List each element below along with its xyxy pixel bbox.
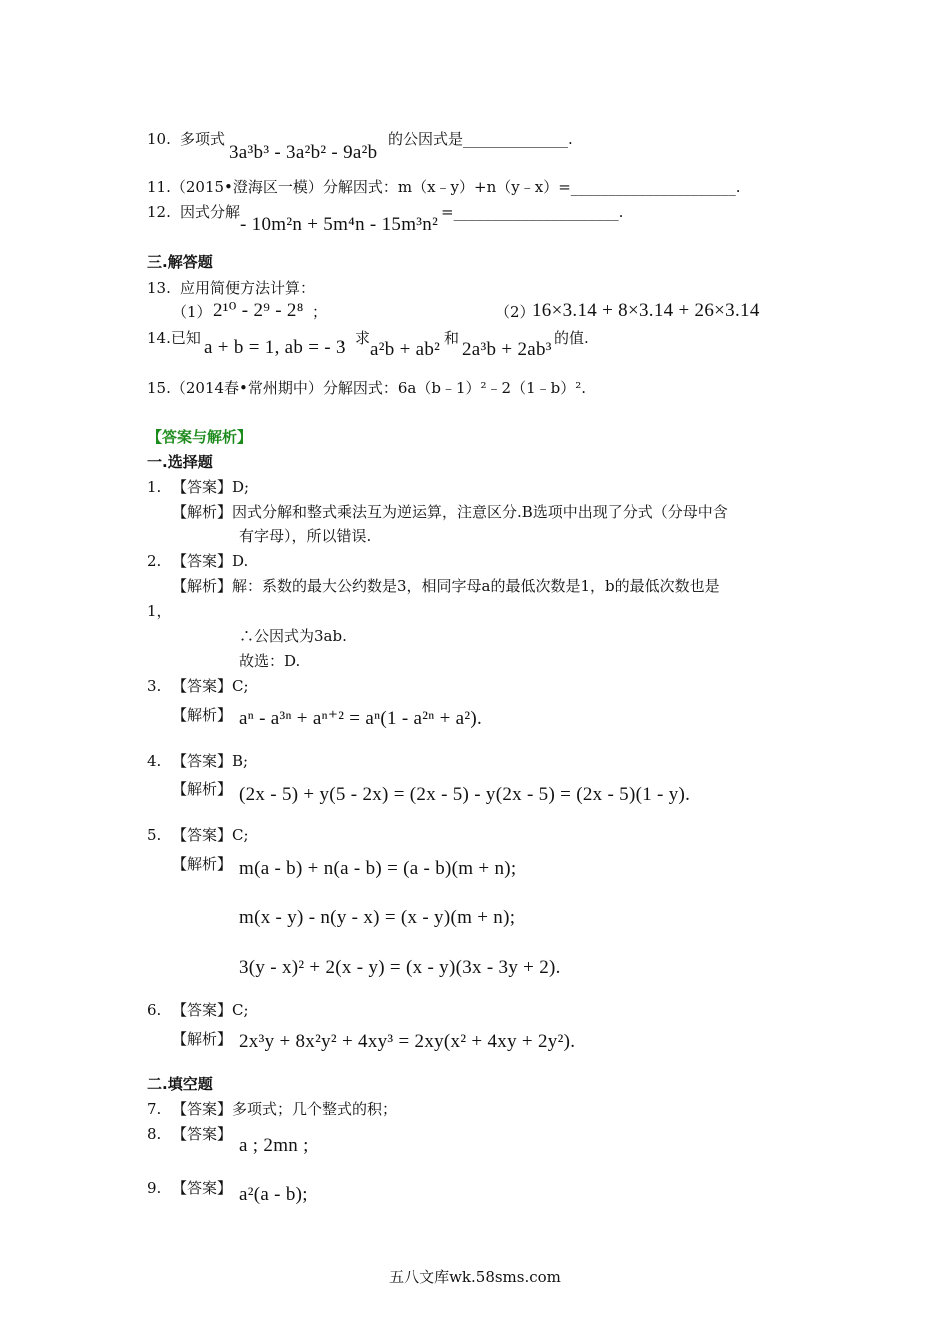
q10-label: 多项式 [180,130,226,148]
q13-label: 应用简便方法计算： [180,279,316,297]
a1-explanation-line1: 【解析】因式分解和整式乘法互为逆运算，注意区分.B选项中出现了分式（分母中含 [172,503,728,521]
a6-number: 6. [147,1001,162,1019]
a8-answer: 【答案】 [172,1125,233,1143]
q14-given: a + b = 1, ab = - 3 [204,337,346,358]
q13-part2-expression: 16×3.14 + 8×3.14 + 26×3.14 [532,300,760,321]
q14-and: 和 [444,329,460,347]
a7-number: 7. [147,1100,162,1118]
a5-expression-1: m(a - b) + n(a - b) = (a - b)(m + n); [239,858,517,879]
q13-part1-tail: ； [312,303,328,321]
a1-answer: 【答案】D; [172,478,250,496]
a2-explanation-line1: 【解析】解：系数的最大公约数是3，相同字母a的最低次数是1，b的最低次数也是 [172,577,720,595]
a9-expression: a²(a - b); [239,1184,308,1205]
a3-number: 3. [147,677,162,695]
a4-answer: 【答案】B; [172,752,249,770]
a4-number: 4. [147,752,162,770]
q11-text: 11.（2015•澄海区一模）分解因式：m（x﹣y）+n（y﹣x）=______________________. [147,178,741,196]
q12-tail: =______________________. [441,203,624,221]
a5-explanation-label: 【解析】 [172,855,233,873]
a6-explanation-label: 【解析】 [172,1030,233,1048]
q10-expression: 3a³b³ - 3a²b² - 9a²b [229,142,378,163]
q14-expression-2: 2a³b + 2ab³ [462,339,552,360]
q12-number: 12. [147,203,171,221]
q12-expression: - 10m²n + 5m⁴n - 15m³n² [240,214,439,235]
q10-tail: 的公因式是______________. [388,130,573,148]
q10-number: 10. [147,130,171,148]
answers-header: 【答案与解析】 [147,428,253,446]
a3-explanation-label: 【解析】 [172,706,233,724]
a9-answer: 【答案】 [172,1179,233,1197]
q13-part1-label: （1） [172,303,212,321]
q14-expression-1: a²b + ab² [370,339,441,360]
q14-number: 14.已知 [147,329,201,347]
a5-number: 5. [147,826,162,844]
a5-expression-3: 3(y - x)² + 2(x - y) = (x - y)(3x - 3y + 2). [239,957,561,978]
a4-explanation-label: 【解析】 [172,780,233,798]
a4-expression: (2x - 5) + y(5 - 2x) = (2x - 5) - y(2x - 5) = (2x - 5)(1 - y). [239,784,691,805]
a1-explanation-line2: 有字母），所以错误. [239,527,372,545]
q13-number: 13. [147,279,171,297]
a5-expression-2: m(x - y) - n(y - x) = (x - y)(m + n); [239,907,516,928]
a8-expression: a ; 2mn ; [239,1135,309,1156]
q13-part1-expression: 2¹⁰ - 2⁹ - 2⁸ [213,300,304,321]
a9-number: 9. [147,1179,162,1197]
section-1-heading: 一.选择题 [147,453,213,471]
a2-explanation-line3: ∴公因式为3ab. [239,627,347,645]
a6-answer: 【答案】C; [172,1001,249,1019]
a7-answer: 【答案】多项式；几个整式的积； [172,1100,398,1118]
a2-explanation-line4: 故选：D. [239,652,301,670]
a1-number: 1. [147,478,162,496]
q15-text: 15.（2014春•常州期中）分解因式：6a（b﹣1）²﹣2（1﹣b）². [147,379,586,397]
a2-number: 2. [147,552,162,570]
q12-label: 因式分解 [180,203,241,221]
a6-expression: 2x³y + 8x²y² + 4xy³ = 2xy(x² + 4xy + 2y²). [239,1031,576,1052]
a5-answer: 【答案】C; [172,826,249,844]
a3-expression: aⁿ - a³ⁿ + aⁿ⁺² = aⁿ(1 - a²ⁿ + a²). [239,708,483,729]
section-2-heading: 二.填空题 [147,1075,213,1093]
section-3-heading: 三.解答题 [147,253,213,271]
footer-watermark: 五八文库wk.58sms.com [389,1268,561,1286]
a2-explanation-line2: 1， [147,602,172,620]
a3-answer: 【答案】C; [172,677,249,695]
q13-part2-label: （2） [495,303,535,321]
a8-number: 8. [147,1125,162,1143]
q14-tail: 的值. [554,329,589,347]
a2-answer: 【答案】D. [172,552,249,570]
q14-ask: ，求 [340,329,371,347]
